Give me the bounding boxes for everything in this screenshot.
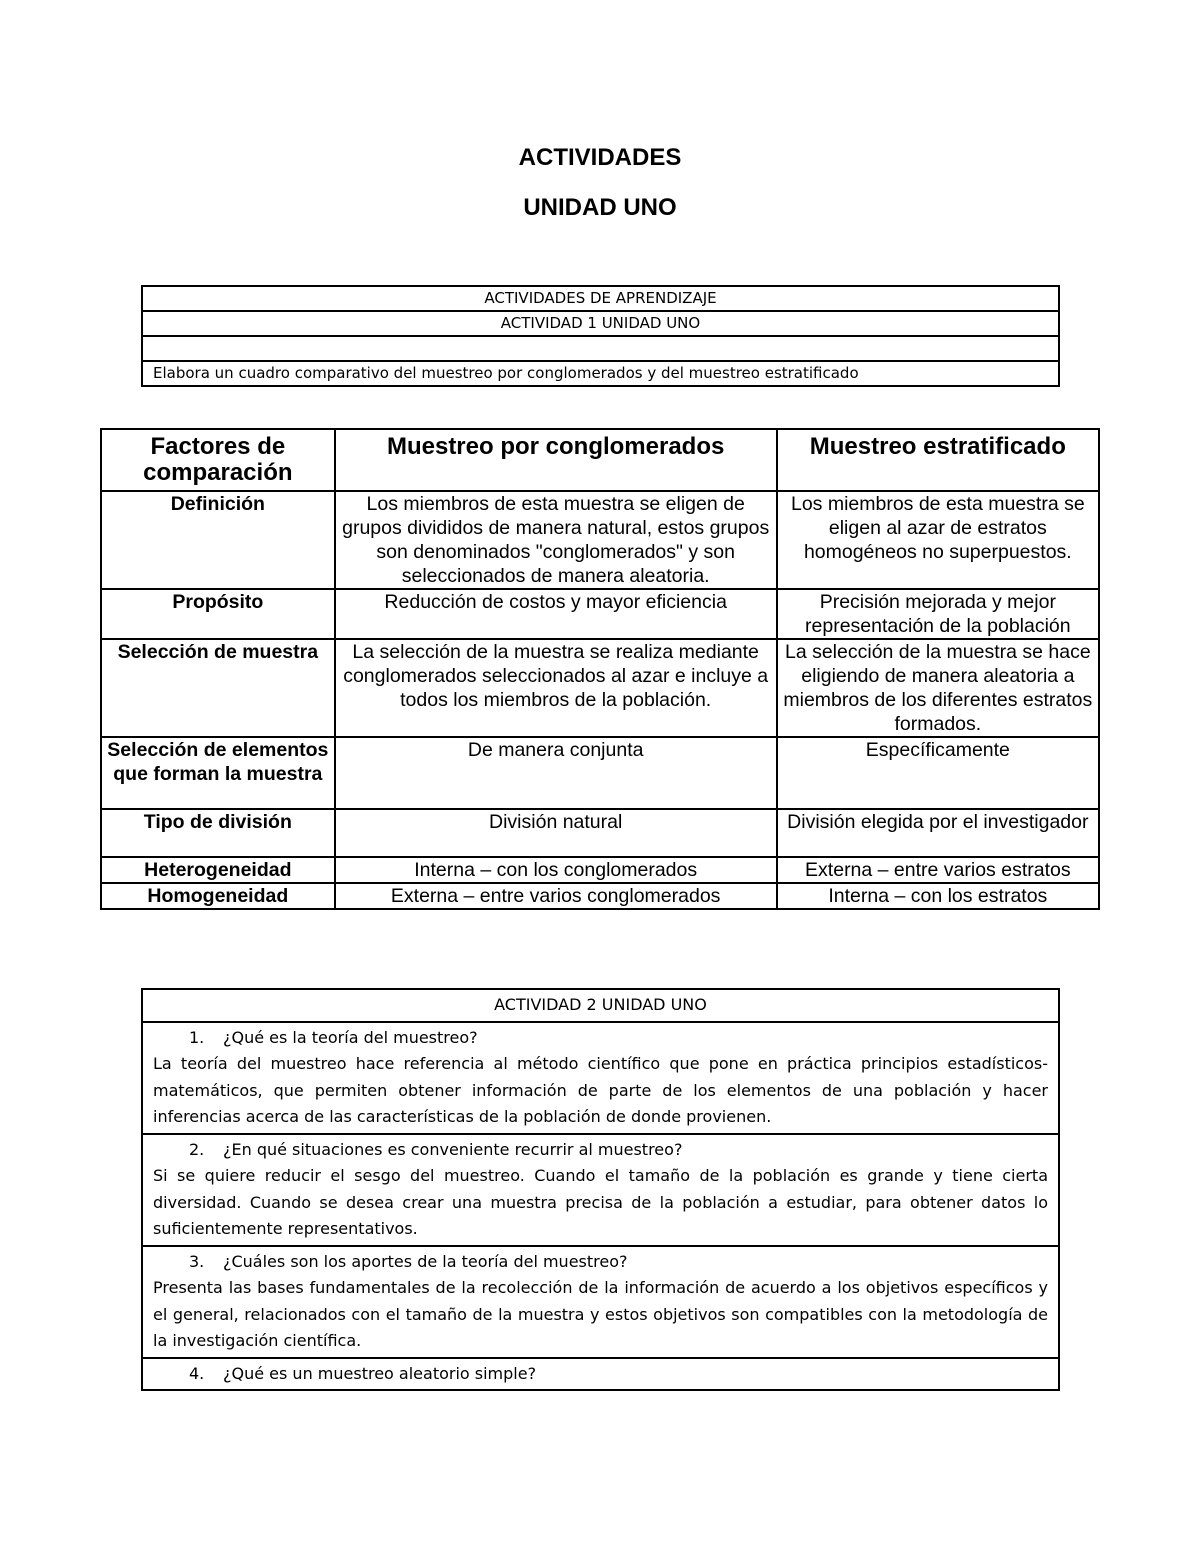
question-number: 1.	[189, 1027, 205, 1047]
row-label: Propósito	[101, 589, 335, 639]
question-number: 3.	[189, 1251, 205, 1271]
cell-conglomerados: La selección de la muestra se realiza mediante conglomerados seleccionados al azar e incluye a todos los miembros de la población.	[335, 639, 777, 737]
activity2-header: ACTIVIDAD 2 UNIDAD UNO	[142, 989, 1059, 1022]
comparison-header-estratificado: Muestreo estratificado	[777, 429, 1099, 491]
list-item	[142, 1134, 1059, 1246]
answer-text: Presenta las bases fundamentales de la recolección de la información de acuerdo a los objetivos específicos y el general, relacionados con el tamaño de la muestra y estos objetivos son compatibles con la metodología de la investigación científica.	[153, 1278, 1048, 1350]
row-label: Heterogeneidad	[101, 857, 335, 883]
cell-estratificado: Interna – con los estratos	[777, 883, 1099, 909]
row-label: Tipo de división	[101, 809, 335, 857]
row-label: Homogeneidad	[101, 883, 335, 909]
question-text: ¿Qué es un muestreo aleatorio simple?	[223, 1363, 537, 1383]
question-text: ¿En qué situaciones es conveniente recurrir al muestreo?	[223, 1139, 683, 1159]
question	[153, 1249, 1048, 1276]
list-item	[142, 1022, 1059, 1134]
cell-estratificado: La selección de la muestra se hace eligiendo de manera aleatoria a miembros de los diferentes estratos formados.	[777, 639, 1099, 737]
activity1-header-learning: ACTIVIDADES DE APRENDIZAJE	[142, 286, 1059, 311]
cell-estratificado: División elegida por el investigador	[777, 809, 1099, 857]
cell-estratificado: Específicamente	[777, 737, 1099, 809]
answer-text: La teoría del muestreo hace referencia al método científico que pone en práctica principios estadísticos-matemáticos, que permiten obtener información de parte de los elementos de una población y hacer inferencias acerca de las características de la población de donde provienen.	[153, 1054, 1048, 1126]
activity1-instruction: Elabora un cuadro comparativo del muestreo por conglomerados y del muestreo estratificado	[142, 361, 1059, 386]
cell-estratificado: Los miembros de esta muestra se eligen al azar de estratos homogéneos no superpuestos.	[777, 491, 1099, 589]
list-item	[142, 1358, 1059, 1391]
question-number: 4.	[189, 1363, 205, 1383]
page-title: ACTIVIDADES	[518, 144, 682, 171]
cell-conglomerados: Reducción de costos y mayor eficiencia	[335, 589, 777, 639]
activity2-table	[141, 988, 1060, 1391]
comparison-table	[100, 428, 1100, 910]
question	[153, 1361, 1048, 1388]
table-row	[101, 857, 1099, 883]
activity1-blank-row	[142, 336, 1059, 361]
cell-estratificado: Precisión mejorada y mejor representación de la población	[777, 589, 1099, 639]
question	[153, 1137, 1048, 1164]
activity1-header-title: ACTIVIDAD 1 UNIDAD UNO	[142, 311, 1059, 336]
row-label: Definición	[101, 491, 335, 589]
answer-text: Si se quiere reducir el sesgo del muestreo. Cuando el tamaño de la población es grande y tiene cierta diversidad. Cuando se desea crear una muestra precisa de la población a estudiar, para obtener datos lo suficientemente representativos.	[153, 1166, 1048, 1238]
cell-conglomerados: Interna – con los conglomerados	[335, 857, 777, 883]
activity1-table	[141, 285, 1060, 387]
comparison-header-factors: Factores de comparación	[101, 429, 335, 491]
page-subtitle: UNIDAD UNO	[523, 194, 677, 221]
cell-conglomerados: De manera conjunta	[335, 737, 777, 809]
list-item	[142, 1246, 1059, 1358]
table-row	[101, 737, 1099, 809]
cell-estratificado: Externa – entre varios estratos	[777, 857, 1099, 883]
cell-conglomerados: Externa – entre varios conglomerados	[335, 883, 777, 909]
question-text: ¿Cuáles son los aportes de la teoría del muestreo?	[223, 1251, 628, 1271]
row-label: Selección de elementos que forman la muestra	[101, 737, 335, 809]
table-row	[101, 883, 1099, 909]
cell-conglomerados: Los miembros de esta muestra se eligen de grupos divididos de manera natural, estos grupos son denominados "conglomerados" y son seleccionados de manera aleatoria.	[335, 491, 777, 589]
table-row	[101, 491, 1099, 589]
row-label: Selección de muestra	[101, 639, 335, 737]
table-row	[101, 589, 1099, 639]
table-row	[101, 639, 1099, 737]
question-number: 2.	[189, 1139, 205, 1159]
question-text: ¿Qué es la teoría del muestreo?	[223, 1027, 478, 1047]
cell-conglomerados: División natural	[335, 809, 777, 857]
table-row	[101, 809, 1099, 857]
comparison-header-conglomerados: Muestreo por conglomerados	[335, 429, 777, 491]
question	[153, 1025, 1048, 1052]
